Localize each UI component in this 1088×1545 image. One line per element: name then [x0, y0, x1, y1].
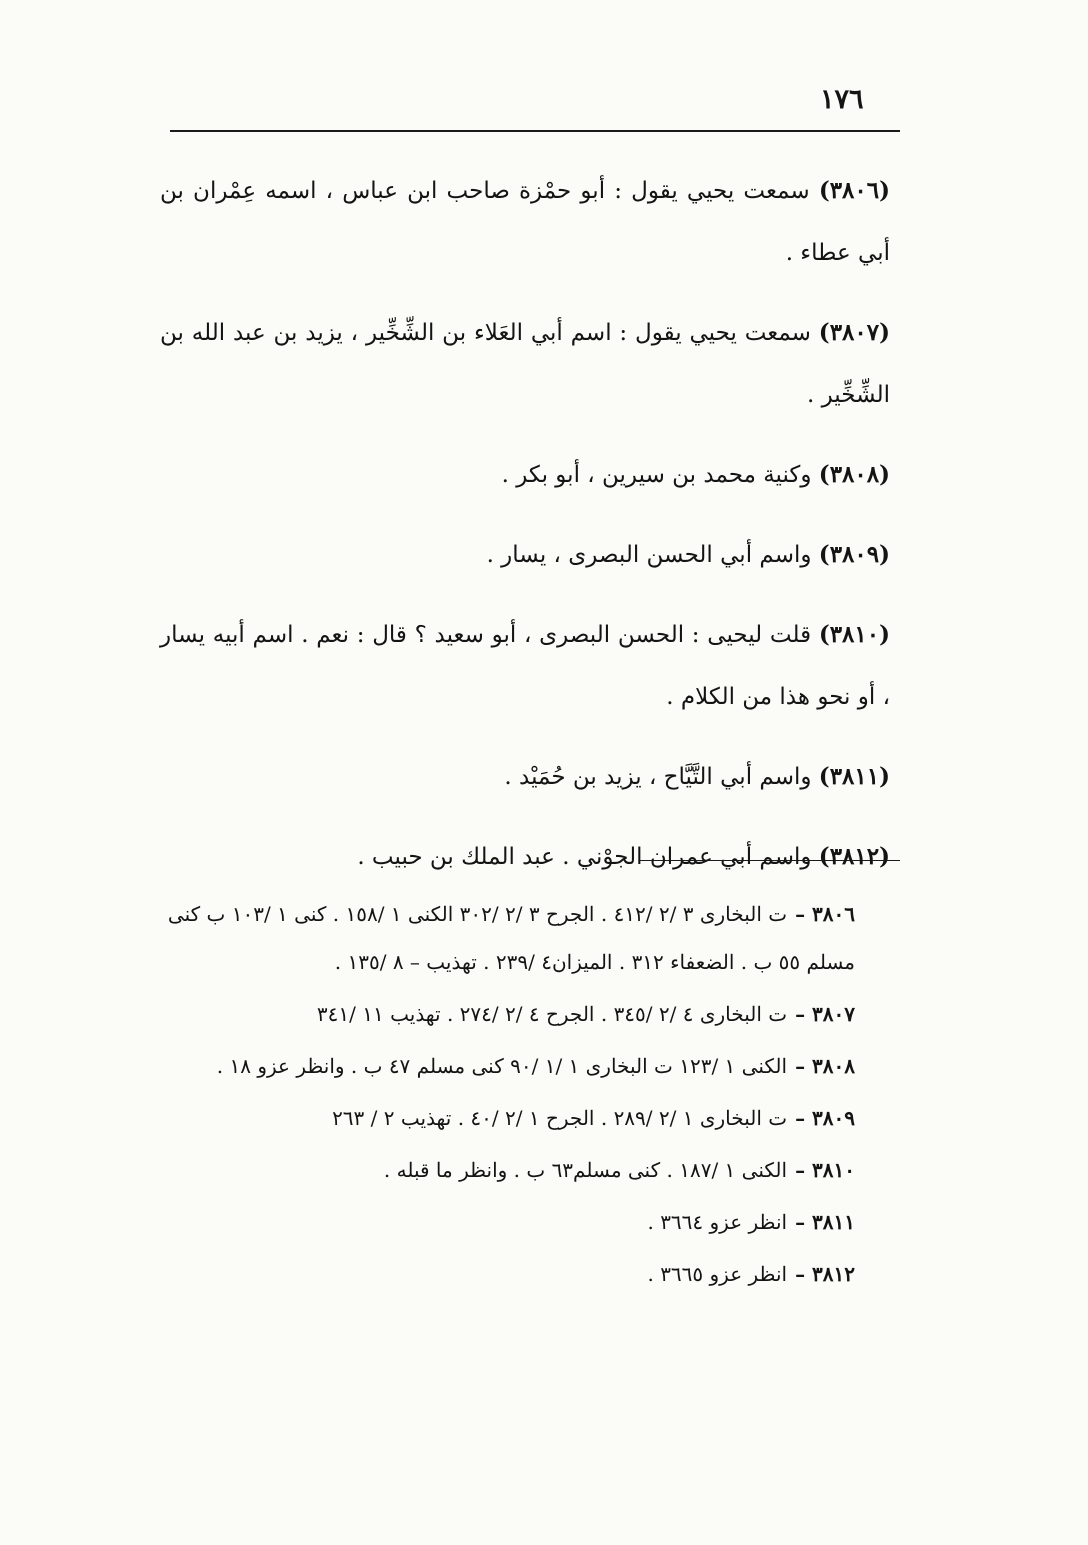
footnote-text: الكنى ١ /١٨٧ . كنى مسلم٦٣ ب . وانظر ما قبله .	[383, 1158, 788, 1182]
entry-number: (٣٨١٠)	[818, 621, 891, 648]
footnote-number: ٣٨١٠ –	[795, 1158, 855, 1182]
entry-text: واسم أبي الحسن البصرى ، يسار .	[486, 542, 812, 568]
header-rule	[170, 130, 900, 132]
footnotes	[165, 890, 855, 1302]
footnote	[165, 1250, 855, 1298]
footnote-number: ٣٨٠٧ –	[795, 1002, 855, 1026]
footnote-number: ٣٨١٢ –	[795, 1262, 855, 1286]
page-number: ١٧٦	[820, 84, 864, 115]
entry-text: واسم أبي عمران الجوْني . عبد الملك بن حبيب .	[357, 844, 812, 870]
entry-number: (٣٨٠٨)	[818, 461, 890, 488]
footnote	[165, 890, 855, 986]
footnote-number: ٣٨٠٨ –	[795, 1054, 855, 1078]
entry-text: واسم أبي التَّيَّاح ، يزيد بن حُمَيْد .	[504, 764, 812, 790]
footnote	[165, 1146, 855, 1194]
entry-number: (٣٨١٢)	[818, 843, 890, 870]
footnote-text: الكنى ١ /١٢٣ ت البخارى ١ /١ /٩٠ كنى مسلم ٤٧ ب . وانظر عزو ١٨ .	[216, 1054, 788, 1078]
entry	[160, 604, 890, 728]
entry-number: (٣٨١١)	[818, 763, 890, 790]
footnote	[165, 1042, 855, 1090]
entry	[160, 524, 890, 586]
entry-text: وكنية محمد بن سيرين ، أبو بكر .	[501, 462, 812, 488]
footnote-text: ت البخارى ٤ /٢ /٣٤٥ . الجرح ٤ /٢ /٢٧٤ . تهذيب ١١ /٣٤١	[316, 1002, 788, 1026]
entry	[160, 160, 890, 284]
footnote-number: ٣٨١١ –	[795, 1210, 855, 1234]
entry	[160, 826, 890, 888]
main-text	[160, 160, 890, 906]
footnote-text: انظر عزو ٣٦٦٤ .	[647, 1210, 788, 1234]
entry-text: سمعت يحيي يقول : أبو حمْزة صاحب ابن عباس ، اسمه عِمْران بن أبي عطاء .	[160, 178, 890, 266]
entry-number: (٣٨٠٦)	[818, 177, 891, 204]
footnote-number: ٣٨٠٩ –	[795, 1106, 855, 1130]
footnote-text: ت البخارى ٣ /٢ /٤١٢ . الجرح ٣ /٢ /٣٠٢ الكنى ١ /١٥٨ . كنى ١ /١٠٣ ب كنى مسلم ٥٥ ب . الضعفاء ٣١٢ . الميزان٤ /٢٣٩ . تهذيب – ٨ /١٣٥ .	[167, 902, 855, 974]
footnote	[165, 990, 855, 1038]
entry	[160, 302, 890, 426]
entry	[160, 444, 890, 506]
footnote-separator	[640, 860, 900, 861]
footnote-number: ٣٨٠٦ –	[795, 902, 855, 926]
entry-number: (٣٨٠٧)	[818, 319, 890, 346]
footnote-text: انظر عزو ٣٦٦٥ .	[647, 1262, 788, 1286]
footnote-text: ت البخارى ١ /٢ /٢٨٩ . الجرح ١ /٢ /٤٠ . تهذيب ٢ / ٢٦٣	[332, 1106, 788, 1130]
entry-number: (٣٨٠٩)	[818, 541, 890, 568]
entry-text: قلت ليحيى : الحسن البصرى ، أبو سعيد ؟ قال : نعم . اسم أبيه يسار ، أو نحو هذا من الكلام .	[160, 622, 890, 710]
footnote	[165, 1094, 855, 1142]
entry	[160, 746, 890, 808]
entry-text: سمعت يحيي يقول : اسم أبي العَلاء بن الشِّخِّير ، يزيد بن عبد الله بن الشِّخِّير .	[160, 320, 890, 408]
footnote	[165, 1198, 855, 1246]
